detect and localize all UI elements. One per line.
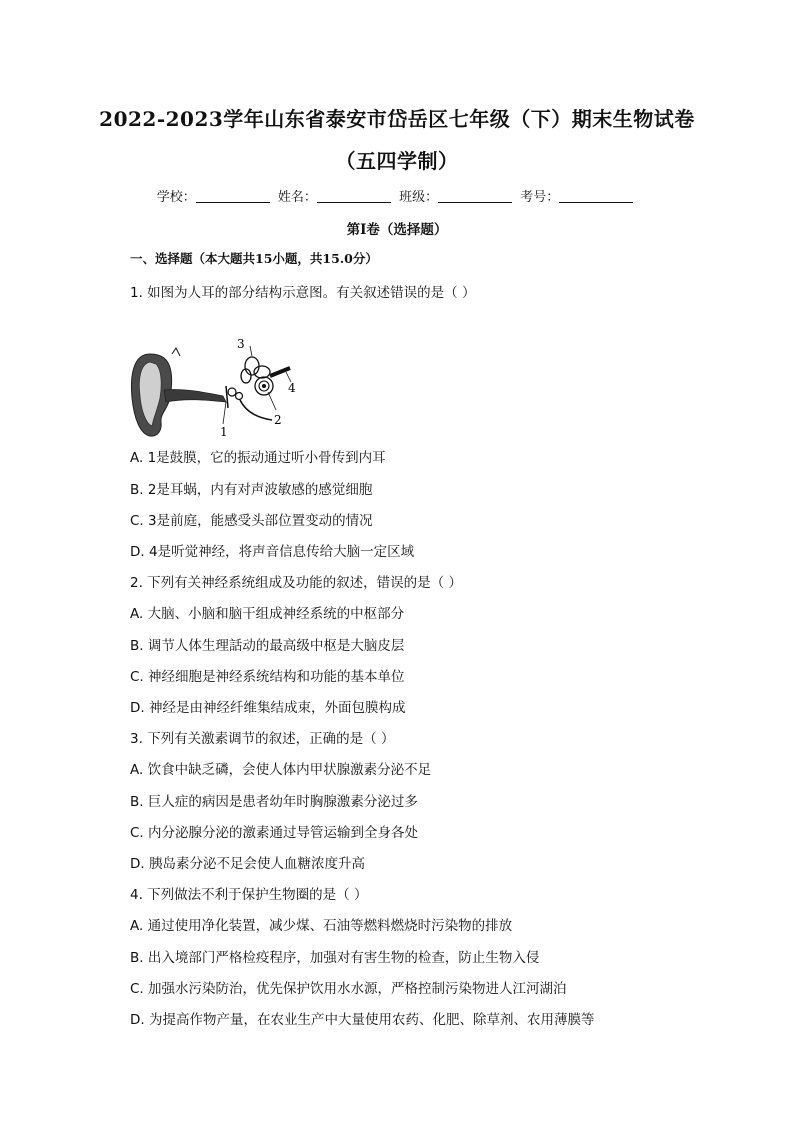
q4-option-c[interactable]: C. 加强水污染防治，优先保护饮用水水源，严格控制污染物进人江河湖泊 — [130, 981, 567, 997]
question-1-stem: 1. 如图为人耳的部分结构示意图。有关叙述错误的是（ ） — [130, 285, 476, 301]
name-blank[interactable] — [317, 190, 391, 203]
q4-option-a[interactable]: A. 通过使用净化装置，减少煤、石油等燃料燃烧时污染物的排放 — [130, 918, 513, 934]
label-1: 1 — [220, 425, 228, 439]
exam-title: 2022-2023学年山东省泰安市岱岳区七年级（下）期末生物试卷 — [99, 107, 695, 131]
exam-number-label: 考号： — [520, 190, 560, 205]
label-4: 4 — [288, 381, 296, 395]
school-blank[interactable] — [196, 190, 270, 203]
ear-structure-diagram — [128, 336, 308, 441]
q1-option-b[interactable]: B. 2是耳蜗，内有对声波敏感的感觉细胞 — [130, 482, 373, 498]
q2-option-b[interactable]: B. 调节人体生理話动的最高级中枢是大脑皮层 — [130, 638, 405, 654]
question-3-stem: 3. 下列有关激素调节的叙述，正确的是（ ） — [130, 731, 395, 747]
q3-option-b[interactable]: B. 巨人症的病因是患者幼年时胸腺激素分泌过多 — [130, 794, 418, 810]
q1-option-d[interactable]: D. 4是听觉神经，将声音信息传给大脑一定区域 — [130, 544, 415, 560]
q2-option-a[interactable]: A. 大脑、小脑和脑干组成神经系统的中枢部分 — [130, 606, 405, 622]
student-info-line — [0, 186, 794, 205]
label-3: 3 — [237, 337, 245, 351]
q1-option-a[interactable]: A. 1是鼓膜，它的振动通过听小骨传到内耳 — [130, 450, 386, 466]
class-label: 班级： — [399, 190, 439, 205]
volume-heading: 第I卷（选择题） — [346, 222, 448, 238]
q3-option-a[interactable]: A. 饮食中缺乏磷，会使人体内甲状腺激素分泌不足 — [130, 762, 432, 778]
school-label: 学校： — [156, 190, 196, 205]
question-2-stem: 2. 下列有关神经系统组成及功能的叙述，错误的是（ ） — [130, 575, 462, 591]
q4-option-b[interactable]: B. 出入境部门严格检疫程序，加强对有害生物的检查，防止生物入侵 — [130, 950, 540, 966]
q2-option-d[interactable]: D. 神经是由神经纤维集结成束，外面包膜构成 — [130, 700, 406, 716]
q2-option-c[interactable]: C. 神经细胞是神经系统结构和功能的基本单位 — [130, 669, 405, 685]
question-4-stem: 4. 下列做法不利于保护生物圈的是（ ） — [130, 887, 368, 903]
class-blank[interactable] — [438, 190, 512, 203]
q4-option-d[interactable]: D. 为提高作物产量，在农业生产中大量使用农药、化肥、除草剂、农用薄膜等 — [130, 1012, 595, 1028]
exam-number-blank[interactable] — [559, 190, 633, 203]
name-label: 姓名： — [277, 190, 317, 205]
q1-option-c[interactable]: C. 3是前庭，能感受头部位置变动的情况 — [130, 513, 373, 529]
q3-option-c[interactable]: C. 内分泌腺分泌的激素通过导管运输到全身各处 — [130, 825, 419, 841]
exam-subtitle: （五四学制） — [335, 149, 459, 173]
q3-option-d[interactable]: D. 胰岛素分泌不足会使人血糖浓度升高 — [130, 856, 365, 872]
section-heading: 一、选择题（本大题共15小题，共15.0分） — [130, 251, 378, 266]
label-2: 2 — [274, 413, 282, 427]
